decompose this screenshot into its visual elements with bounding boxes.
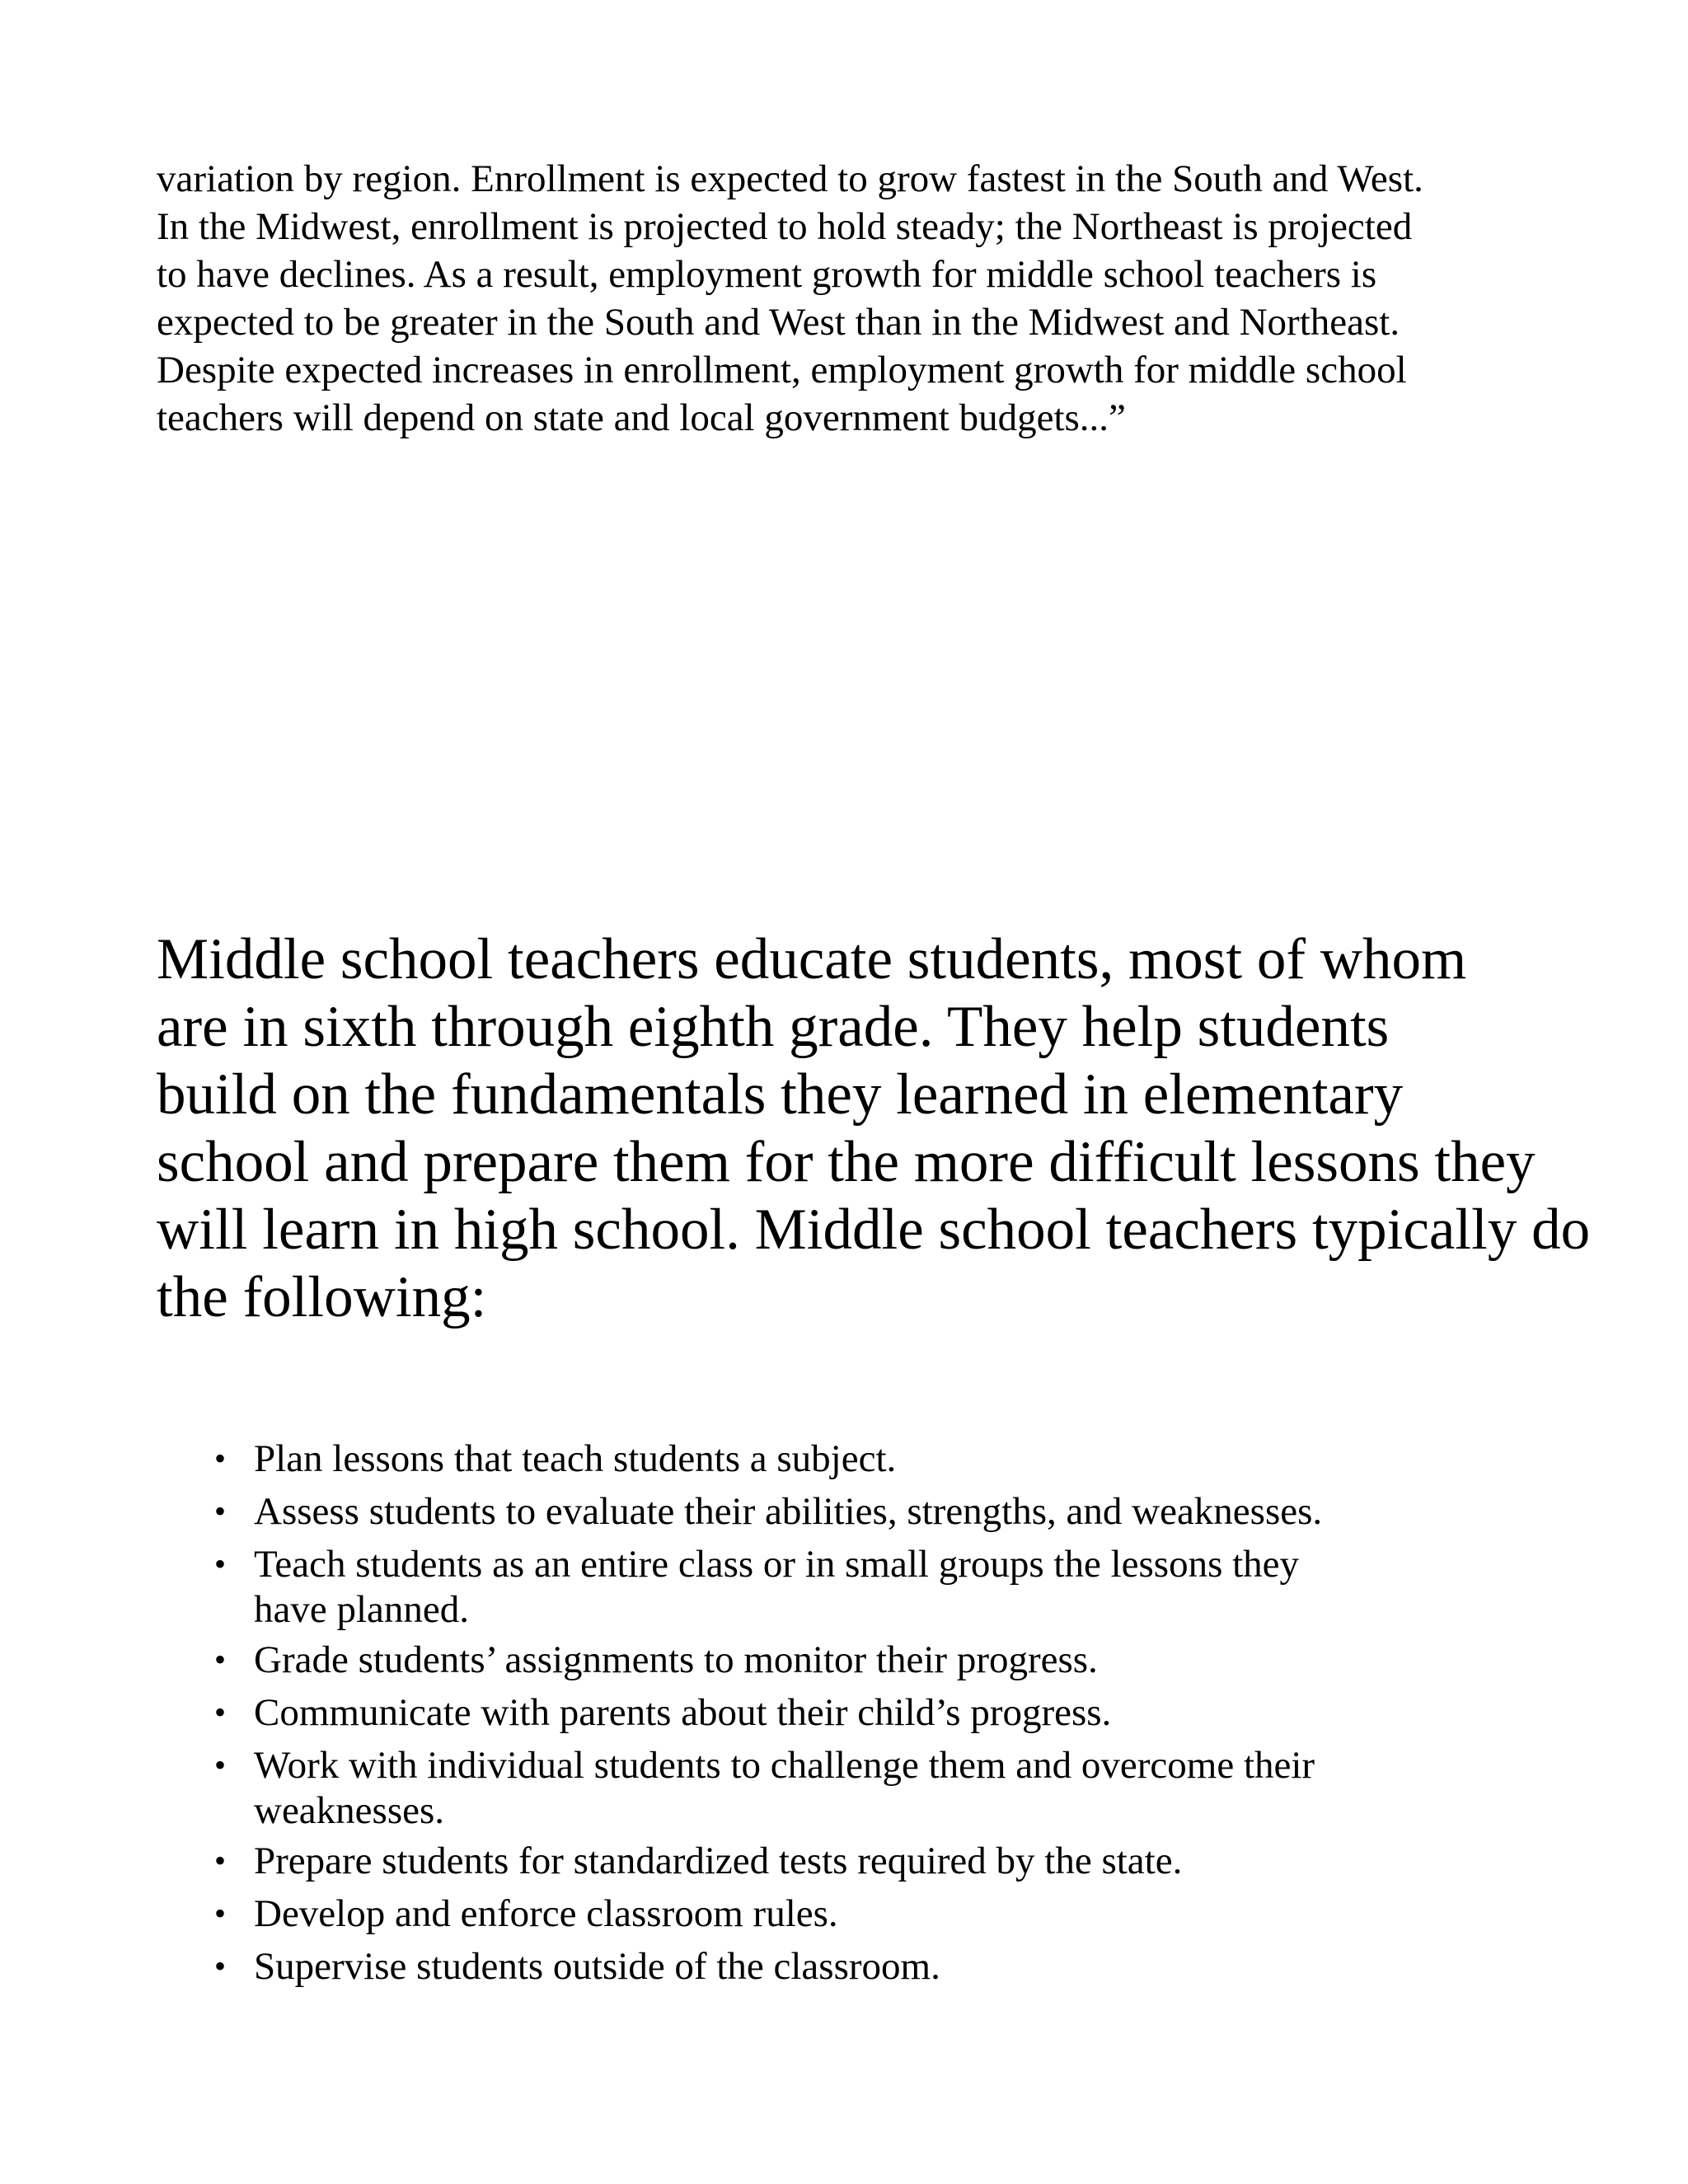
- paragraph-line: expected to be greater in the South and West than in the Midwest and Northeast.: [157, 301, 1400, 344]
- list-item-text: Supervise students outside of the classroom.: [254, 1945, 940, 1988]
- list-item-text: Communicate with parents about their child’s progress.: [254, 1691, 1112, 1734]
- intro-line: Middle school teachers educate students, most of whom: [157, 927, 1467, 991]
- list-item-text-continued: weaknesses.: [254, 1789, 445, 1832]
- intro-paragraph: [157, 926, 1591, 1331]
- paragraph-line: teachers will depend on state and local government budgets...”: [157, 396, 1126, 439]
- paragraph-line: Despite expected increases in enrollment, employment growth for middle school: [157, 349, 1407, 391]
- bullet-marker: •: [214, 1545, 227, 1582]
- bullet-marker: •: [214, 1641, 227, 1678]
- duties-bullet-list: [157, 1432, 1558, 1993]
- bullet-marker: •: [214, 1440, 227, 1477]
- list-item-text-continued: have planned.: [254, 1588, 470, 1631]
- list-item-text: Prepare students for standardized tests required by the state.: [254, 1840, 1183, 1882]
- list-item-text: Teach students as an entire class or in small groups the lessons they: [254, 1543, 1300, 1586]
- intro-line: will learn in high school. Middle school teachers typically do: [157, 1197, 1591, 1262]
- list-item-text: Grade students’ assignments to monitor their progress.: [254, 1638, 1098, 1681]
- intro-line: build on the fundamentals they learned in elementary: [157, 1062, 1404, 1127]
- bullet-marker: •: [214, 1842, 227, 1879]
- list-item-text: Work with individual students to challenge them and overcome their: [254, 1744, 1315, 1787]
- list-item: [157, 1686, 1558, 1739]
- list-item: [157, 1538, 1558, 1633]
- bullet-marker: •: [214, 1746, 227, 1783]
- paragraph-line: variation by region. Enrollment is expected to grow fastest in the South and West.: [157, 157, 1423, 200]
- list-item: [157, 1739, 1558, 1835]
- paragraph-line: to have declines. As a result, employment growth for middle school teachers is: [157, 253, 1377, 296]
- paragraph-line: In the Midwest, enrollment is projected to hold steady; the Northeast is projected: [157, 205, 1413, 248]
- bullet-marker: •: [214, 1947, 227, 1985]
- bullet-marker: •: [214, 1895, 227, 1932]
- list-item: [157, 1940, 1558, 1993]
- list-item: [157, 1887, 1558, 1940]
- list-item: [157, 1835, 1558, 1887]
- intro-line: school and prepare them for the more difficult lessons they: [157, 1130, 1536, 1194]
- bullet-marker: •: [214, 1694, 227, 1731]
- list-item-text: Assess students to evaluate their abilities, strengths, and weaknesses.: [254, 1490, 1323, 1533]
- list-item: [157, 1633, 1558, 1686]
- bullet-marker: •: [214, 1493, 227, 1530]
- list-item-text: Plan lessons that teach students a subject.: [254, 1437, 897, 1480]
- continued-quote-paragraph: [157, 155, 1558, 442]
- list-item: [157, 1485, 1558, 1538]
- intro-line: are in sixth through eighth grade. They help students: [157, 995, 1390, 1059]
- list-item: [157, 1432, 1558, 1485]
- list-item-text: Develop and enforce classroom rules.: [254, 1892, 838, 1935]
- intro-line: the following:: [157, 1265, 487, 1329]
